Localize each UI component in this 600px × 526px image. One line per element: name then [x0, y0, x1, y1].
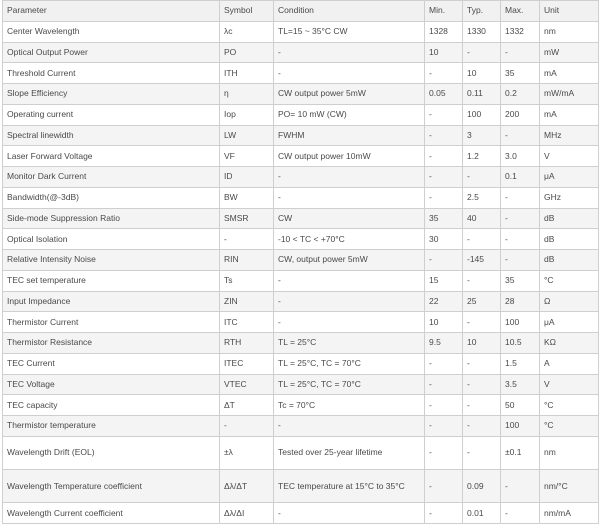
condition-cell: - — [274, 167, 425, 188]
header-cell: Parameter — [3, 1, 220, 22]
table-row — [3, 333, 599, 354]
parameter-cell: Slope Efficiency — [3, 84, 220, 105]
unit-cell: nm/mA — [540, 503, 599, 524]
typ-cell: 40 — [463, 208, 501, 229]
min-cell: - — [425, 125, 463, 146]
min-cell: - — [425, 469, 463, 502]
condition-cell: - — [274, 270, 425, 291]
typ-cell: - — [463, 229, 501, 250]
typ-cell: 100 — [463, 104, 501, 125]
parameter-cell: TEC Voltage — [3, 374, 220, 395]
condition-cell: TEC temperature at 15°C to 35°C — [274, 469, 425, 502]
typ-cell: 25 — [463, 291, 501, 312]
typ-cell: 1.2 — [463, 146, 501, 167]
header-cell: Min. — [425, 1, 463, 22]
typ-cell: 0.09 — [463, 469, 501, 502]
spec-table — [2, 0, 599, 524]
unit-cell: nm — [540, 21, 599, 42]
min-cell: - — [425, 104, 463, 125]
min-cell: 15 — [425, 270, 463, 291]
symbol-cell: ITEC — [220, 353, 274, 374]
max-cell: 28 — [501, 291, 540, 312]
unit-cell: A — [540, 353, 599, 374]
min-cell: - — [425, 187, 463, 208]
min-cell: - — [425, 503, 463, 524]
unit-cell: GHz — [540, 187, 599, 208]
unit-cell: mA — [540, 63, 599, 84]
min-cell: - — [425, 146, 463, 167]
table-row — [3, 104, 599, 125]
condition-cell: - — [274, 63, 425, 84]
max-cell: - — [501, 503, 540, 524]
table-row — [3, 146, 599, 167]
table-row — [3, 353, 599, 374]
unit-cell: μA — [540, 312, 599, 333]
symbol-cell: ID — [220, 167, 274, 188]
condition-cell: CW, output power 5mW — [274, 250, 425, 271]
condition-cell: FWHM — [274, 125, 425, 146]
condition-cell: - — [274, 416, 425, 437]
max-cell: 1332 — [501, 21, 540, 42]
unit-cell: °C — [540, 395, 599, 416]
parameter-cell: Thermistor temperature — [3, 416, 220, 437]
max-cell: - — [501, 187, 540, 208]
symbol-cell: VF — [220, 146, 274, 167]
max-cell: - — [501, 250, 540, 271]
condition-cell: Tested over 25-year lifetime — [274, 436, 425, 469]
parameter-cell: Threshold Current — [3, 63, 220, 84]
table-row — [3, 416, 599, 437]
unit-cell: dB — [540, 250, 599, 271]
max-cell: ±0.1 — [501, 436, 540, 469]
parameter-cell: TEC Current — [3, 353, 220, 374]
min-cell: 22 — [425, 291, 463, 312]
parameter-cell: TEC set temperature — [3, 270, 220, 291]
typ-cell: - — [463, 353, 501, 374]
typ-cell: 2.5 — [463, 187, 501, 208]
table-row — [3, 270, 599, 291]
condition-cell: CW output power 10mW — [274, 146, 425, 167]
min-cell: - — [425, 250, 463, 271]
min-cell: 10 — [425, 42, 463, 63]
typ-cell: - — [463, 312, 501, 333]
parameter-cell: Laser Forward Voltage — [3, 146, 220, 167]
table-row — [3, 84, 599, 105]
symbol-cell: BW — [220, 187, 274, 208]
symbol-cell: - — [220, 416, 274, 437]
min-cell: - — [425, 374, 463, 395]
header-cell: Max. — [501, 1, 540, 22]
symbol-cell: ITH — [220, 63, 274, 84]
parameter-cell: TEC capacity — [3, 395, 220, 416]
typ-cell: - — [463, 167, 501, 188]
symbol-cell: - — [220, 229, 274, 250]
typ-cell: - — [463, 42, 501, 63]
symbol-cell: ZIN — [220, 291, 274, 312]
table-row — [3, 42, 599, 63]
unit-cell: nm/°C — [540, 469, 599, 502]
table-row — [3, 436, 599, 469]
max-cell: 35 — [501, 63, 540, 84]
typ-cell: - — [463, 374, 501, 395]
max-cell: - — [501, 469, 540, 502]
parameter-cell: Thermistor Resistance — [3, 333, 220, 354]
parameter-cell: Center Wavelength — [3, 21, 220, 42]
symbol-cell: SMSR — [220, 208, 274, 229]
typ-cell: 0.11 — [463, 84, 501, 105]
min-cell: - — [425, 436, 463, 469]
unit-cell: MHz — [540, 125, 599, 146]
unit-cell: Ω — [540, 291, 599, 312]
symbol-cell: VTEC — [220, 374, 274, 395]
max-cell: 0.1 — [501, 167, 540, 188]
max-cell: 1.5 — [501, 353, 540, 374]
table-row — [3, 503, 599, 524]
condition-cell: TL=15 ~ 35°C CW — [274, 21, 425, 42]
min-cell: 30 — [425, 229, 463, 250]
min-cell: - — [425, 63, 463, 84]
max-cell: 100 — [501, 416, 540, 437]
max-cell: 3.5 — [501, 374, 540, 395]
table-row — [3, 21, 599, 42]
table-row — [3, 469, 599, 502]
min-cell: - — [425, 395, 463, 416]
symbol-cell: PO — [220, 42, 274, 63]
symbol-cell: ΔT — [220, 395, 274, 416]
header-cell: Typ. — [463, 1, 501, 22]
max-cell: 100 — [501, 312, 540, 333]
condition-cell: CW — [274, 208, 425, 229]
parameter-cell: Wavelength Current coefficient — [3, 503, 220, 524]
unit-cell: °C — [540, 270, 599, 291]
table-row — [3, 187, 599, 208]
unit-cell: mA — [540, 104, 599, 125]
table-row — [3, 312, 599, 333]
symbol-cell: Δλ/ΔI — [220, 503, 274, 524]
header-row — [3, 1, 599, 22]
typ-cell: 10 — [463, 63, 501, 84]
parameter-cell: Side-mode Suppression Ratio — [3, 208, 220, 229]
symbol-cell: Ts — [220, 270, 274, 291]
max-cell: - — [501, 208, 540, 229]
table-row — [3, 229, 599, 250]
parameter-cell: Input Impedance — [3, 291, 220, 312]
parameter-cell: Thermistor Current — [3, 312, 220, 333]
condition-cell: - — [274, 312, 425, 333]
unit-cell: °C — [540, 416, 599, 437]
symbol-cell: LW — [220, 125, 274, 146]
symbol-cell: ±λ — [220, 436, 274, 469]
typ-cell: -145 — [463, 250, 501, 271]
condition-cell: TL = 25°C, TC = 70°C — [274, 353, 425, 374]
typ-cell: 10 — [463, 333, 501, 354]
table-row — [3, 125, 599, 146]
condition-cell: -10 < TC < +70°C — [274, 229, 425, 250]
unit-cell: mW/mA — [540, 84, 599, 105]
typ-cell: 1330 — [463, 21, 501, 42]
parameter-cell: Optical Isolation — [3, 229, 220, 250]
max-cell: 3.0 — [501, 146, 540, 167]
table-row — [3, 291, 599, 312]
symbol-cell: ITC — [220, 312, 274, 333]
typ-cell: 3 — [463, 125, 501, 146]
parameter-cell: Wavelength Temperature coefficient — [3, 469, 220, 502]
condition-cell: - — [274, 42, 425, 63]
condition-cell: PO= 10 mW (CW) — [274, 104, 425, 125]
table-row — [3, 167, 599, 188]
unit-cell: V — [540, 374, 599, 395]
min-cell: - — [425, 416, 463, 437]
parameter-cell: Wavelength Drift (EOL) — [3, 436, 220, 469]
max-cell: 10.5 — [501, 333, 540, 354]
typ-cell: - — [463, 436, 501, 469]
max-cell: 0.2 — [501, 84, 540, 105]
parameter-cell: Spectral linewidth — [3, 125, 220, 146]
parameter-cell: Relative Intensity Noise — [3, 250, 220, 271]
symbol-cell: Iop — [220, 104, 274, 125]
unit-cell: mW — [540, 42, 599, 63]
condition-cell: - — [274, 187, 425, 208]
condition-cell: TL = 25°C, TC = 70°C — [274, 374, 425, 395]
max-cell: - — [501, 125, 540, 146]
min-cell: 9.5 — [425, 333, 463, 354]
unit-cell: dB — [540, 229, 599, 250]
symbol-cell: λc — [220, 21, 274, 42]
unit-cell: V — [540, 146, 599, 167]
max-cell: 200 — [501, 104, 540, 125]
typ-cell: - — [463, 270, 501, 291]
unit-cell: nm — [540, 436, 599, 469]
symbol-cell: RTH — [220, 333, 274, 354]
table-row — [3, 63, 599, 84]
min-cell: - — [425, 353, 463, 374]
header-cell: Unit — [540, 1, 599, 22]
table-row — [3, 374, 599, 395]
unit-cell: μA — [540, 167, 599, 188]
min-cell: - — [425, 167, 463, 188]
typ-cell: 0.01 — [463, 503, 501, 524]
table-row — [3, 250, 599, 271]
unit-cell: dB — [540, 208, 599, 229]
table-row — [3, 395, 599, 416]
header-cell: Condition — [274, 1, 425, 22]
spec-table-body — [3, 1, 599, 524]
parameter-cell: Bandwidth(@-3dB) — [3, 187, 220, 208]
min-cell: 1328 — [425, 21, 463, 42]
parameter-cell: Operating current — [3, 104, 220, 125]
max-cell: 50 — [501, 395, 540, 416]
min-cell: 0.05 — [425, 84, 463, 105]
symbol-cell: Δλ/ΔT — [220, 469, 274, 502]
unit-cell: KΩ — [540, 333, 599, 354]
parameter-cell: Monitor Dark Current — [3, 167, 220, 188]
parameter-cell: Optical Output Power — [3, 42, 220, 63]
min-cell: 35 — [425, 208, 463, 229]
condition-cell: Tc = 70°C — [274, 395, 425, 416]
max-cell: - — [501, 42, 540, 63]
table-row — [3, 208, 599, 229]
max-cell: - — [501, 229, 540, 250]
symbol-cell: RIN — [220, 250, 274, 271]
condition-cell: - — [274, 503, 425, 524]
condition-cell: - — [274, 291, 425, 312]
max-cell: 35 — [501, 270, 540, 291]
typ-cell: - — [463, 395, 501, 416]
typ-cell: - — [463, 416, 501, 437]
symbol-cell: η — [220, 84, 274, 105]
min-cell: 10 — [425, 312, 463, 333]
condition-cell: TL = 25°C — [274, 333, 425, 354]
condition-cell: CW output power 5mW — [274, 84, 425, 105]
header-cell: Symbol — [220, 1, 274, 22]
